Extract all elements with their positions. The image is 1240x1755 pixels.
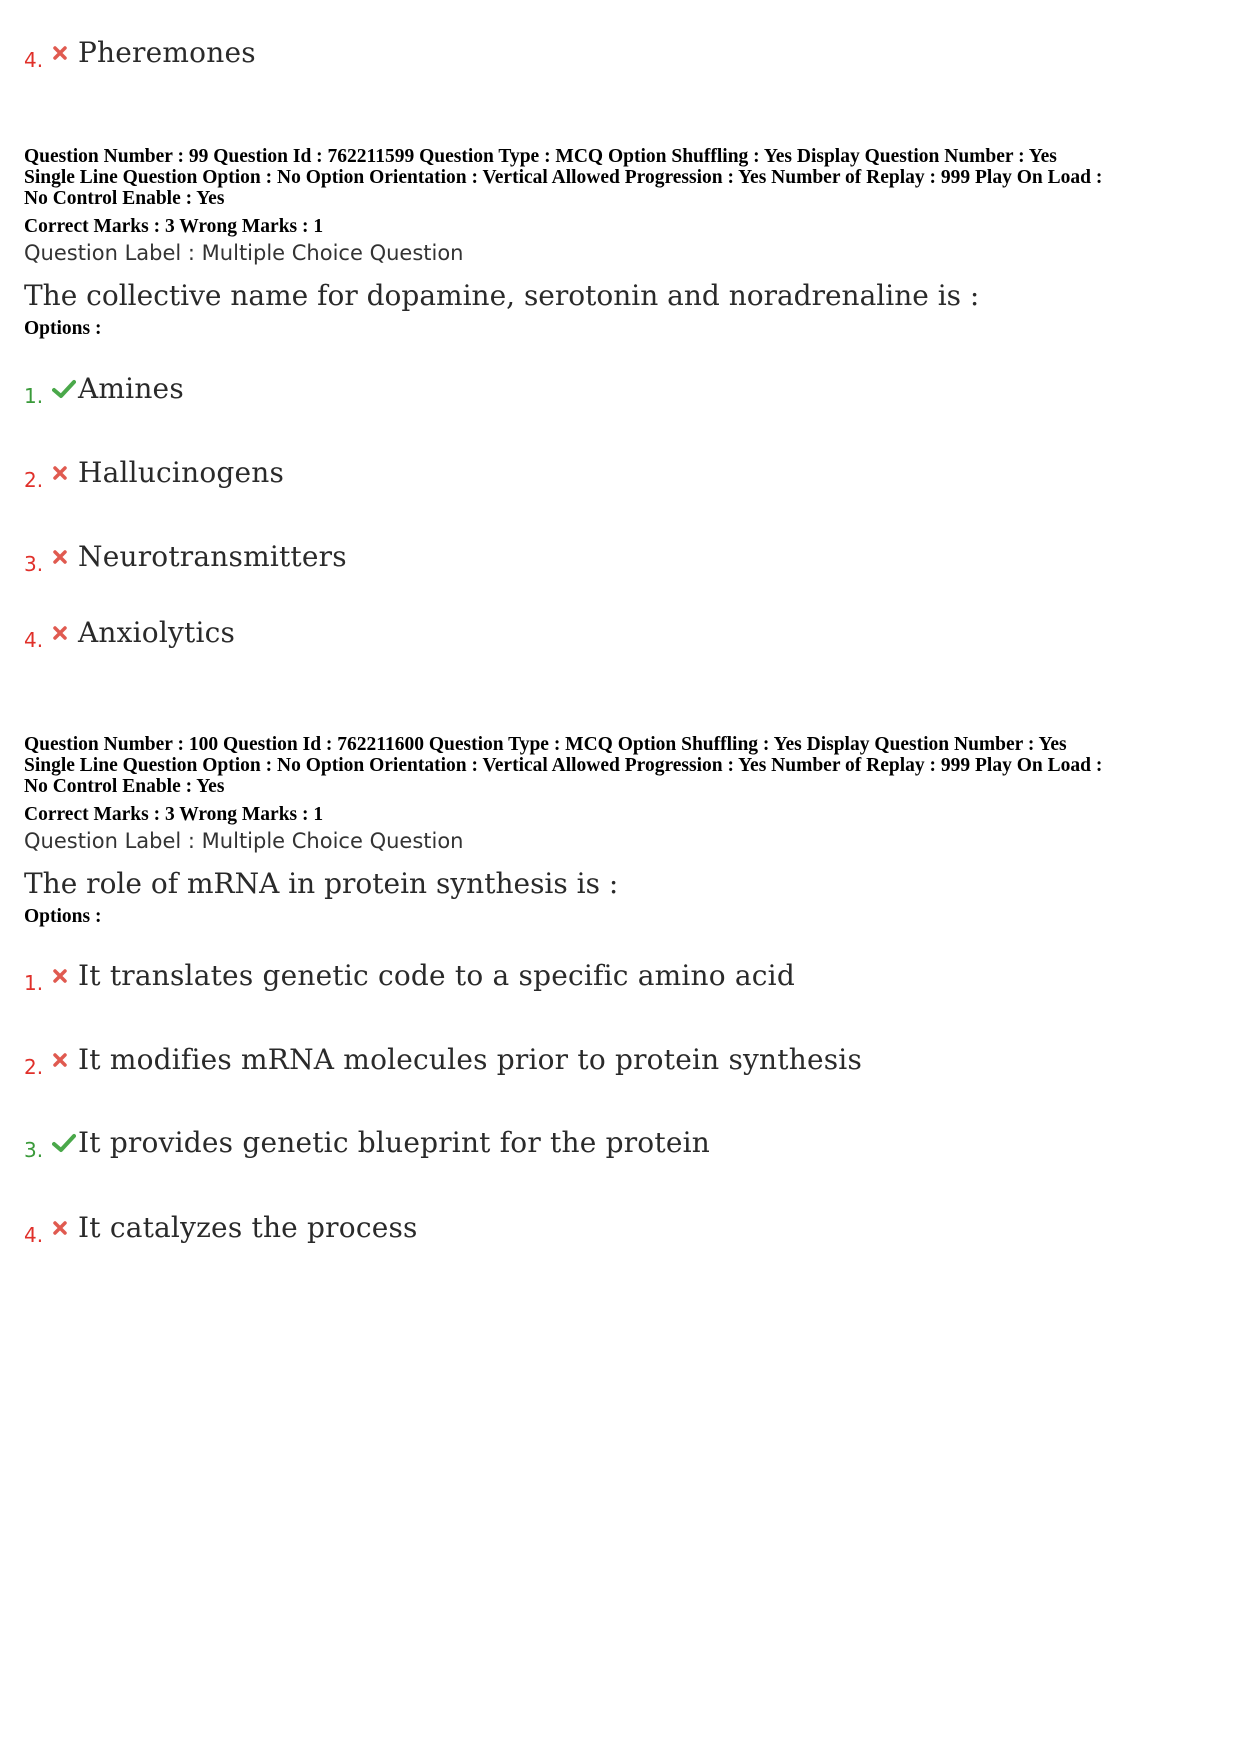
question-meta: No Control Enable : Yes <box>24 776 225 797</box>
check-icon <box>52 374 78 404</box>
question-label: Question Label : Multiple Choice Question <box>24 241 464 265</box>
marks-info: Correct Marks : 3 Wrong Marks : 1 <box>24 216 324 237</box>
question-meta: No Control Enable : Yes <box>24 188 225 209</box>
option-number: 2. <box>24 468 44 492</box>
option-number: 4. <box>24 1223 44 1247</box>
option-item <box>24 1120 710 1160</box>
option-number: 3. <box>24 552 44 576</box>
option-item <box>24 450 284 490</box>
option-number: 1. <box>24 971 44 995</box>
question-meta: Question Number : 100 Question Id : 762211600 Question Type : MCQ Option Shuffling : Yes Display Question Number : Yes <box>24 734 1067 755</box>
question-meta: Single Line Question Option : No Option Orientation : Vertical Allowed Progression : Yes Number of Replay : 999 Play On Load : <box>24 167 1103 188</box>
option-text: Hallucinogens <box>78 456 285 489</box>
cross-icon <box>52 961 78 991</box>
cross-icon <box>52 458 78 488</box>
option-text: It modifies mRNA molecules prior to protein synthesis <box>78 1043 863 1076</box>
question-block <box>24 734 1220 928</box>
question-block <box>24 146 1220 340</box>
option-text: Neurotransmitters <box>78 540 347 573</box>
option-text: Pheremones <box>78 36 256 69</box>
option-item <box>24 953 795 993</box>
question-meta: Single Line Question Option : No Option Orientation : Vertical Allowed Progression : Yes Number of Replay : 999 Play On Load : <box>24 755 1103 776</box>
cross-icon <box>52 1213 78 1243</box>
option-text: It translates genetic code to a specific amino acid <box>78 959 795 992</box>
question-label: Question Label : Multiple Choice Question <box>24 829 464 853</box>
option-item <box>24 1205 418 1245</box>
option-item <box>24 610 235 650</box>
cross-icon <box>52 542 78 572</box>
option-item <box>24 534 347 574</box>
option-text: It catalyzes the process <box>78 1211 418 1244</box>
marks-info: Correct Marks : 3 Wrong Marks : 1 <box>24 804 324 825</box>
cross-icon <box>52 38 78 68</box>
check-icon <box>52 1128 78 1158</box>
cross-icon <box>52 618 78 648</box>
option-number: 1. <box>24 384 44 408</box>
option-item <box>24 366 184 406</box>
question-text: The collective name for dopamine, serotonin and noradrenaline is : <box>24 279 980 312</box>
option-text: Amines <box>78 372 184 405</box>
options-heading: Options : <box>24 906 102 927</box>
option-number: 4. <box>24 48 44 72</box>
option-number: 4. <box>24 628 44 652</box>
option-text: Anxiolytics <box>78 616 236 649</box>
cross-icon <box>52 1045 78 1075</box>
option-number: 3. <box>24 1138 44 1162</box>
option-number: 2. <box>24 1055 44 1079</box>
question-meta: Question Number : 99 Question Id : 762211599 Question Type : MCQ Option Shuffling : Yes Display Question Number : Yes <box>24 146 1057 167</box>
options-heading: Options : <box>24 318 102 339</box>
option-text: It provides genetic blueprint for the protein <box>78 1126 710 1159</box>
option-item <box>24 30 256 70</box>
option-item <box>24 1037 862 1077</box>
question-text: The role of mRNA in protein synthesis is : <box>24 867 619 900</box>
